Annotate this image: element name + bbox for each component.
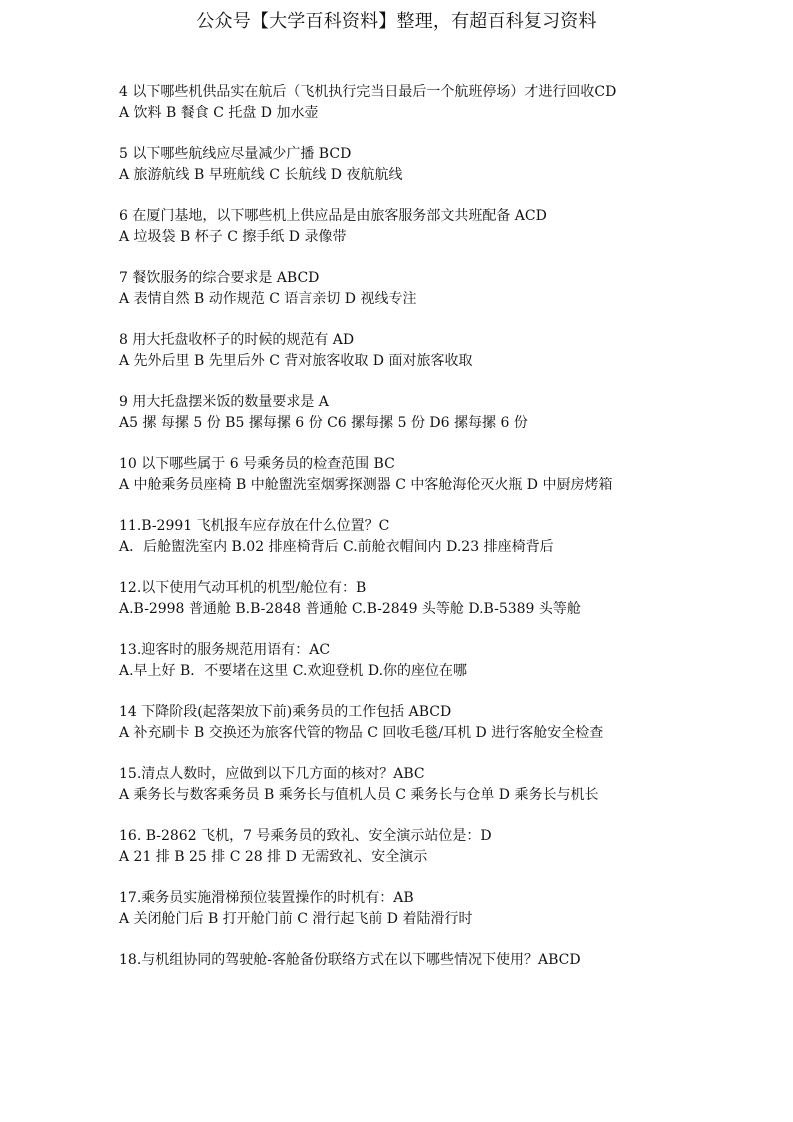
question-stem: 18.与机组协同的驾驶舱-客舱备份联络方式在以下哪些情况下使用？ABCD bbox=[119, 952, 581, 968]
question-options: A 旅游航线 B 早班航线 C 长航线 D 夜航航线 bbox=[119, 167, 403, 183]
question-stem: 8 用大托盘收杯子的时候的规范有 AD bbox=[119, 332, 355, 348]
question-stem: 5 以下哪些航线应尽量减少广播 BCD bbox=[119, 146, 352, 162]
question-options: A5 摞 每摞 5 份 B5 摞每摞 6 份 C6 摞每摞 5 份 D6 摞每摞 6 份 bbox=[119, 415, 528, 431]
question-options: A 饮料 B 餐食 C 托盘 D 加水壶 bbox=[119, 105, 319, 121]
question-options: A 中舱乘务员座椅 B 中舱盥洗室烟雾探测器 C 中客舱海伦灭火瓶 D 中厨房烤箱 bbox=[119, 477, 613, 493]
question-options: A 垃圾袋 B 杯子 C 擦手纸 D 录像带 bbox=[119, 229, 347, 245]
question-item bbox=[119, 516, 689, 558]
question-options: A.B-2998 普通舱 B.B-2848 普通舱 C.B-2849 头等舱 D.B-5389 头等舱 bbox=[119, 601, 581, 617]
question-stem: 6 在厦门基地，以下哪些机上供应品是由旅客服务部文共班配备 ACD bbox=[119, 208, 547, 224]
question-item bbox=[119, 888, 689, 930]
question-stem: 17.乘务员实施滑梯预位装置操作的时机有：AB bbox=[119, 890, 414, 906]
question-options: A 表情自然 B 动作规范 C 语言亲切 D 视线专注 bbox=[119, 291, 417, 307]
question-stem: 13.迎客时的服务规范用语有：AC bbox=[119, 642, 331, 658]
question-options: A.早上好 B．不要堵在这里 C.欢迎登机 D.你的座位在哪 bbox=[119, 663, 468, 679]
question-item bbox=[119, 268, 689, 310]
question-item bbox=[119, 144, 689, 186]
question-stem: 15.清点人数时，应做到以下几方面的核对？ABC bbox=[119, 766, 425, 782]
question-stem: 10 以下哪些属于 6 号乘务员的检查范围 BC bbox=[119, 456, 395, 472]
question-stem: 16. B-2862 飞机，7 号乘务员的致礼、安全演示站位是：D bbox=[119, 828, 492, 844]
question-item bbox=[119, 330, 689, 372]
page-header: 公众号【大学百科资料】整理，有超百科复习资料 bbox=[196, 11, 597, 32]
question-item bbox=[119, 454, 689, 496]
question-list bbox=[119, 82, 689, 991]
question-item bbox=[119, 950, 689, 971]
question-item bbox=[119, 578, 689, 620]
question-stem: 14 下降阶段(起落架放下前)乘务员的工作包括 ABCD bbox=[119, 704, 452, 720]
question-options: A 先外后里 B 先里后外 C 背对旅客收取 D 面对旅客收取 bbox=[119, 353, 473, 369]
question-options: A 关闭舱门后 B 打开舱门前 C 滑行起飞前 D 着陆滑行时 bbox=[119, 911, 473, 927]
question-stem: 7 餐饮服务的综合要求是 ABCD bbox=[119, 270, 320, 286]
question-options: A 乘务长与数客乘务员 B 乘务长与值机人员 C 乘务长与仓单 D 乘务长与机长 bbox=[119, 787, 599, 803]
question-stem: 4 以下哪些机供品实在航后（飞机执行完当日最后一个航班停场）才进行回收CD bbox=[119, 84, 617, 100]
question-item bbox=[119, 392, 689, 434]
question-item bbox=[119, 826, 689, 868]
question-item bbox=[119, 702, 689, 744]
question-item bbox=[119, 764, 689, 806]
question-stem: 12.以下使用气动耳机的机型/舱位有：B bbox=[119, 580, 367, 596]
question-options: A．后舱盥洗室内 B.02 排座椅背后 C.前舱衣帽间内 D.23 排座椅背后 bbox=[119, 539, 554, 555]
question-options: A 补充刷卡 B 交换还为旅客代管的物品 C 回收毛毯/耳机 D 进行客舱安全检查 bbox=[119, 725, 604, 741]
question-item bbox=[119, 640, 689, 682]
question-stem: 11.B-2991 飞机报车应存放在什么位置？C bbox=[119, 518, 390, 534]
question-item bbox=[119, 206, 689, 248]
question-item bbox=[119, 82, 689, 124]
question-stem: 9 用大托盘摆米饭的数量要求是 A bbox=[119, 394, 329, 410]
question-options: A 21 排 B 25 排 C 28 排 D 无需致礼、安全演示 bbox=[119, 849, 428, 865]
